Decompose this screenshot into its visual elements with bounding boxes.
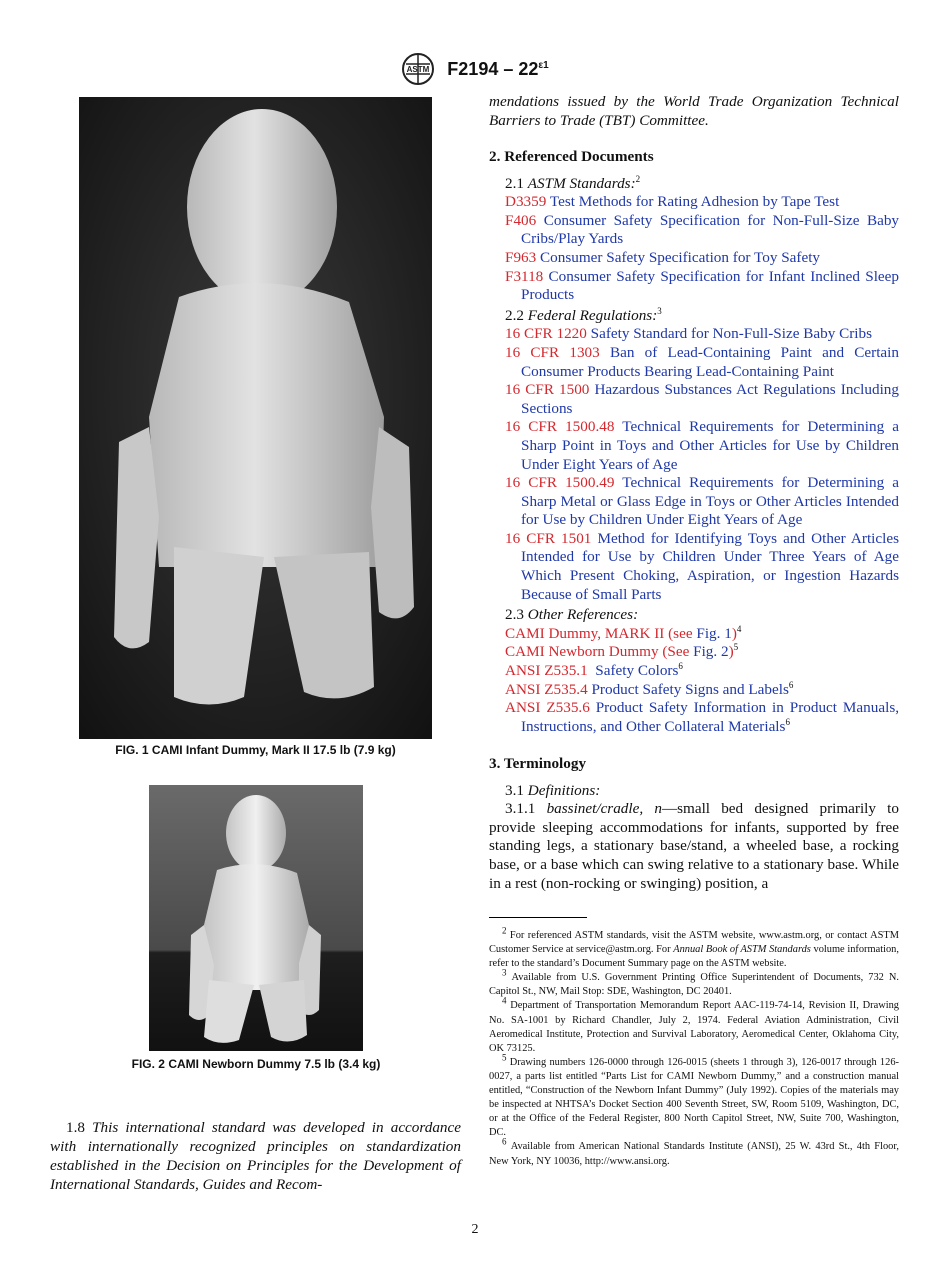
footnote-2: $^2$ For referenced ASTM standards, visit the ASTM website, www.astm.org, or contact ASTM Customer Service at service@astm.org. For Annual Book of ASTM Standards volume information, refer to the standard’s Document Summary page on the ASTM website. (489, 925, 899, 970)
section-3-terminology (489, 755, 899, 893)
figure-1-photo (79, 97, 432, 739)
footnote-3: $^3$ Available from U.S. Government Printing Office Superintendent of Documents, 732 N. Capitol St., NW, Mail Stop: SDE, Washington, DC 20401. (489, 967, 899, 998)
ref-16cfr1500-49[interactable]: 16 CFR 1500.49 Technical Requirements for Determining a Sharp Metal or Glass Edge in Toys or Other Articles Intended for Use by Children Under Eight Years of Age (505, 474, 899, 529)
ref-16cfr1500[interactable]: 16 CFR 1500 Hazardous Substances Act Regulations Including Sections (505, 381, 899, 417)
ref-f406[interactable]: F406 Consumer Safety Specification for Non-Full-Size Baby Cribs/Play Yards (505, 211, 900, 248)
section-3-heading: 3. Terminology (489, 755, 587, 772)
subsection-3-1: 3.1 Definitions: (505, 781, 601, 799)
definition-bassinet-cradle: 3.1.1 bassinet/cradle, n—small bed designed primarily to provide sleeping accommodations for infants, supported by free standing legs, a stationary base/stand, a wheeled base, a rocking base, or a base which can swing relative to a stationary base. While in a rest (non-rocking or swinging) position, a (489, 800, 899, 892)
ref-ansi-z535-4[interactable]: ANSI Z535.4 Product Safety Signs and Labels$^6$ (505, 679, 794, 698)
ref-f963[interactable]: F963 Consumer Safety Specification for Toy Safety (505, 248, 821, 266)
document-designation: $F2194 - 22^{\varepsilon 1}$ (447, 58, 549, 79)
figure-1-caption: FIG. 1 CAMI Infant Dummy, Mark II 17.5 lb (7.9 kg) (115, 743, 396, 757)
ref-ansi-z535-1[interactable]: ANSI Z535.1 Safety Colors$^6$ (505, 660, 683, 680)
footnote-6: $^6$ Available from American National Standards Institute (ANSI), 25 W. 43rd St., 4th Floor, New York, NY 10036, http://www.ansi.org. (489, 1136, 899, 1167)
footnote-4: $^4$ Department of Transportation Memorandum Report AAC-119-74-14, Revision II, Drawing No. SA-1001 by Richard Chandler, July 2, 1974. Federal Aviation Administration, Civil Aeromedical Institute, Protection and Survival Laboratory, Aeromedical Center, Oklahoma City, OK 73125. (489, 996, 899, 1054)
subsection-2-3: 2.3 Other References: (505, 606, 639, 624)
page-header (0, 52, 950, 86)
ref-cami-mark-ii[interactable]: CAMI Dummy, MARK II (see Fig. 1)$^4$ (505, 623, 742, 642)
astm-logo (401, 52, 435, 86)
section-1-8-paragraph: 1.8 This international standard was developed in accordance with internationally recognized principles on standardization established in the Decision on Principles for the Development of International Standards, Guides and Recom- (50, 1119, 462, 1193)
ref-cami-newborn[interactable]: CAMI Newborn Dummy (See Fig. 2)$^5$ (505, 642, 739, 661)
right-column-continuation: mendations issued by the World Trade Organization Technical Barriers to Trade (TBT) Committee. (489, 93, 899, 129)
subsection-2-1: 2.1 ASTM Standards:$^2$ (505, 173, 641, 192)
footnotes (489, 925, 899, 1169)
ref-d3359[interactable]: D3359 Test Methods for Rating Adhesion by Tape Test (505, 193, 840, 211)
footnote-rule (489, 917, 587, 918)
svg-text:ASTM: ASTM (406, 65, 430, 74)
ref-16cfr1500-48[interactable]: 16 CFR 1500.48 Technical Requirements for Determining a Sharp Point in Toys and Other Articles for Use by Children Under Eight Years of Age (505, 418, 899, 473)
ref-16cfr1303[interactable]: 16 CFR 1303 Ban of Lead-Containing Paint and Certain Consumer Products Bearing Lead-Containing Paint (505, 343, 899, 380)
figure-2-photo (149, 785, 363, 1051)
ref-16cfr1220[interactable]: 16 CFR 1220 Safety Standard for Non-Full-Size Baby Cribs (505, 325, 873, 343)
page-number: 2 (471, 1222, 479, 1237)
ref-16cfr1501[interactable]: 16 CFR 1501 Method for Identifying Toys and Other Articles Intended for Use by Children Under Three Years of Age Which Present Choking, Aspiration, or Ingestion Hazards Because of Small Parts (505, 529, 899, 603)
section-2-referenced-documents (489, 148, 899, 736)
subsection-2-2: 2.2 Federal Regulations:$^3$ (505, 305, 662, 324)
section-2-heading: 2. Referenced Documents (489, 148, 654, 165)
ref-ansi-z535-6[interactable]: ANSI Z535.6 Product Safety Information in Product Manuals, Instructions, and Other Collateral Materials$^6$ (505, 699, 900, 735)
ref-f3118[interactable]: F3118 Consumer Safety Specification for Infant Inclined Sleep Products (505, 267, 900, 304)
footnote-5: $^5$ Drawing numbers 126-0000 through 126-0015 (sheets 1 through 3), 126-0017 through 126-0027, a parts list entitled “Parts List for CAMI Newborn Dummy,” and a construction manual entitled, “Construction of the Newborn Infant Dummy” (July 1992). Copies of the materials may be inspected at NHTSA’s Docket Section 400 Seventh Street, SW, Room 5109, Washington, DC, or at the Office of the Federal Register, 800 North Capitol Street, NW, Suite 700, Washington, DC. (489, 1052, 899, 1139)
figure-2-caption: FIG. 2 CAMI Newborn Dummy 7.5 lb (3.4 kg) (131, 1057, 381, 1071)
